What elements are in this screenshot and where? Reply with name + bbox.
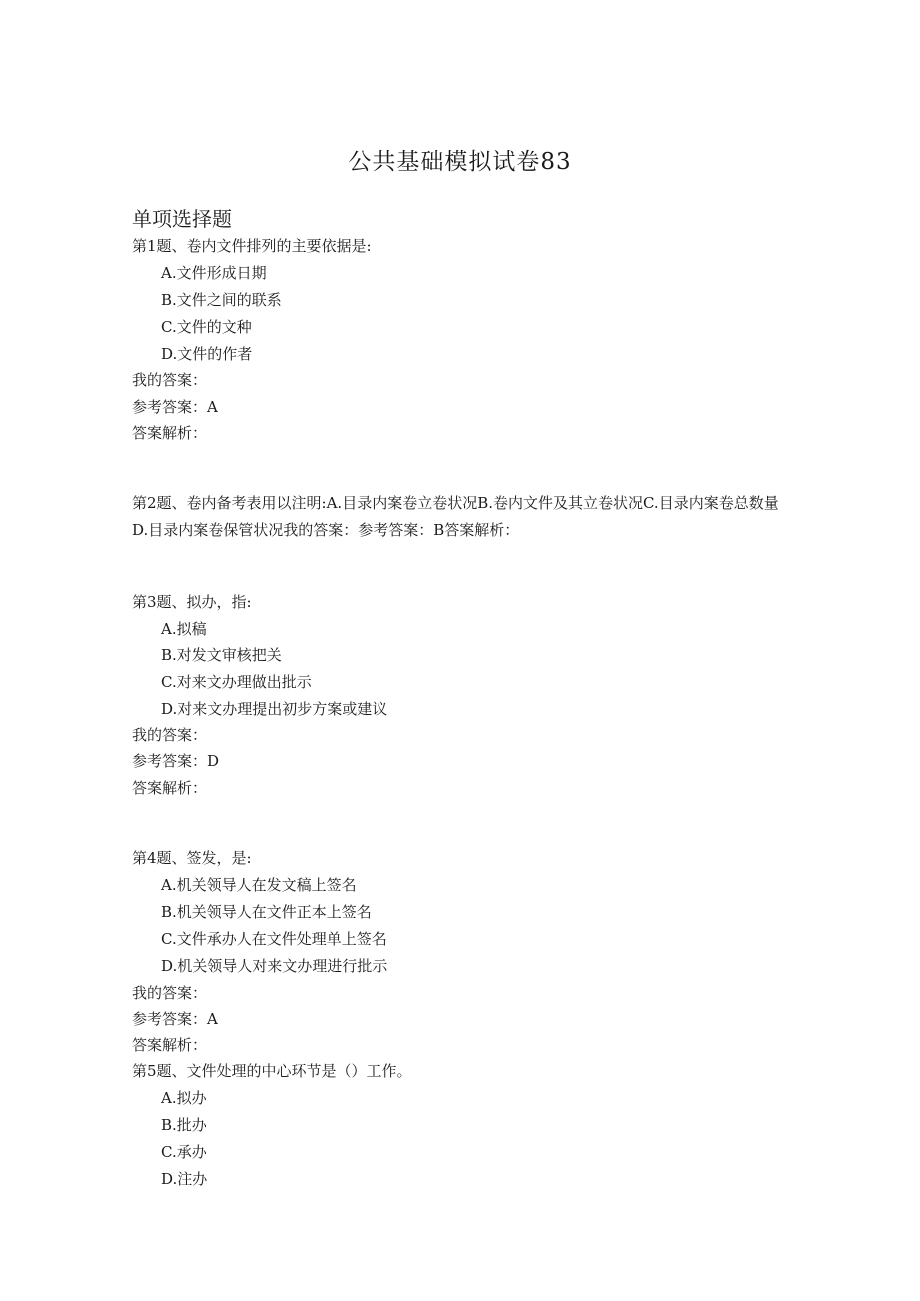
question-5-option-c: C.承办 [161,1143,207,1161]
question-1-reference-answer: 参考答案：A [132,398,218,416]
section-heading: 单项选择题 [132,207,232,231]
question-4-analysis: 答案解析： [132,1036,208,1054]
question-3-text: 第3题、拟办，指: [132,593,252,611]
question-4-option-d: D.机关领导人对来文办理进行批示 [161,957,388,975]
question-4-option-a: A.机关领导人在发文稿上签名 [161,876,357,894]
question-3-analysis: 答案解析： [132,779,208,797]
question-3-reference-answer: 参考答案：D [132,752,220,770]
question-4-text: 第4题、签发，是: [132,849,252,867]
question-5-option-d: D.注办 [161,1170,208,1188]
question-1-text: 第1题、卷内文件排列的主要依据是: [132,237,372,255]
question-3-option-b: B.对发文审核把关 [161,646,282,664]
question-5-option-b: B.批办 [161,1116,207,1134]
question-3-option-d: D.对来文办理提出初步方案或建议 [161,700,388,718]
page-title: 公共基础模拟试卷83 [348,149,572,175]
question-5-option-a: A.拟办 [161,1089,207,1107]
question-1-option-d: D.文件的作者 [161,345,253,363]
question-4-reference-answer: 参考答案：A [132,1010,218,1028]
question-2-paragraph: 第2题、卷内备考表用以注明:A.目录内案卷立卷状况B.卷内文件及其立卷状况C.目录内案卷总数量D.目录内案卷保管状况我的答案：参考答案：B答案解析： [132,494,779,539]
question-3-option-c: C.对来文办理做出批示 [161,673,312,691]
question-1-option-a: A.文件形成日期 [161,264,267,282]
question-1-my-answer: 我的答案： [132,371,208,389]
question-1-option-b: B.文件之间的联系 [161,291,282,309]
question-4-my-answer: 我的答案： [132,984,208,1002]
question-4-option-c: C.文件承办人在文件处理单上签名 [161,930,387,948]
question-4-option-b: B.机关领导人在文件正本上签名 [161,903,372,921]
question-5-text: 第5题、文件处理的中心环节是（）工作。 [132,1062,412,1080]
question-1-analysis: 答案解析： [132,424,208,442]
question-3-option-a: A.拟稿 [161,620,207,638]
question-1-option-c: C.文件的文种 [161,318,252,336]
question-3-my-answer: 我的答案： [132,726,208,744]
